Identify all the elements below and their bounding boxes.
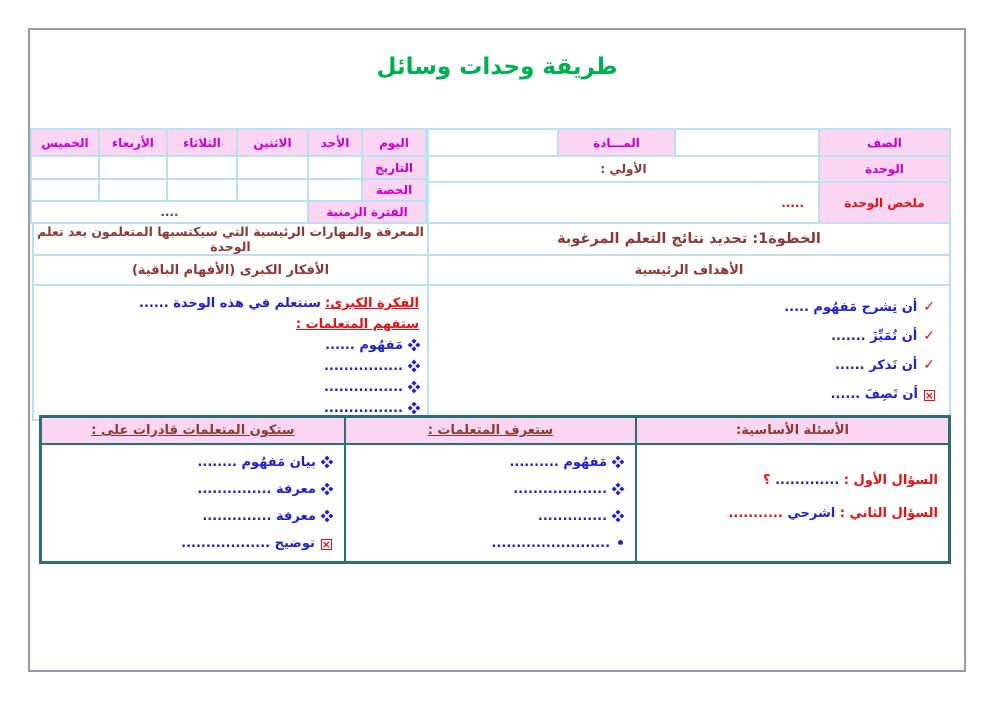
diamond-bullet-icon: [408, 402, 421, 415]
document-page: [28, 28, 966, 672]
day-thursday: الخميس: [31, 129, 99, 156]
able-text: بيان مَفهُوم ........: [197, 454, 316, 470]
date-cell: [167, 156, 237, 179]
step1-table: [32, 222, 951, 421]
objective-text: أن تَذكر ......: [834, 358, 918, 373]
date-cell: [237, 156, 308, 179]
able-text: معرفة ..............: [202, 508, 316, 524]
understand-text: ................: [323, 380, 403, 395]
know-item: [346, 507, 623, 526]
question-2-label: السؤال الثاني :: [835, 505, 938, 521]
big-idea-line: [34, 293, 419, 314]
know-text: ........................: [491, 535, 611, 551]
date-cell: [308, 156, 362, 179]
unit-label: الوحدة: [819, 156, 950, 182]
able-item: [42, 534, 332, 553]
diamond-bullet-icon: [612, 482, 625, 495]
class-value-cell: [675, 129, 819, 156]
step1-section: [34, 222, 951, 421]
big-idea-cell: [33, 285, 428, 420]
unit-value: الأولي :: [428, 156, 819, 182]
question-1-dots: .............: [775, 472, 840, 488]
understand-text: ................: [323, 401, 403, 416]
step1-title: الخطوة1: تحديد نتائج التعلم المرغوبة: [428, 223, 950, 255]
date-label: التاريخ: [362, 156, 426, 179]
objective-text: أن تَصِفَ ......: [830, 387, 918, 402]
class-label: الصف: [819, 129, 950, 156]
day-sunday: الأحد: [308, 129, 362, 156]
round-bullet-icon: [618, 540, 623, 545]
diamond-bullet-icon: [408, 339, 421, 352]
objective-text: أن تُمَيِّزَ .......: [831, 329, 918, 344]
objective-item: [429, 385, 935, 404]
know-text: مَفهُوم ..........: [509, 454, 608, 470]
period-cell: [167, 179, 237, 201]
will-know-cell: [345, 444, 636, 563]
question-1-label: السؤال الأول :: [839, 472, 938, 488]
understand-item: [34, 335, 419, 356]
date-cell: [31, 156, 99, 179]
check-icon: ✓: [923, 328, 935, 344]
objective-item: [429, 298, 935, 317]
big-ideas-header: الأفكار الكبرى (الأفهام الباقية): [33, 255, 428, 285]
question-1: [637, 471, 938, 491]
understand-text: ................: [323, 359, 403, 374]
subject-label: المـــادة: [558, 129, 675, 156]
header-tables: [34, 128, 951, 224]
day-monday: الاثنين: [237, 129, 308, 156]
objective-item: [429, 356, 935, 375]
understand-label-line: [34, 314, 419, 335]
ballot-x-icon: ×: [321, 537, 331, 551]
understand-item: [34, 377, 419, 398]
know-item: [346, 480, 623, 499]
diamond-bullet-icon: [612, 509, 625, 522]
day-label: اليوم: [362, 129, 426, 156]
period-label: الحصة: [362, 179, 426, 201]
objectives-cell: [428, 285, 950, 420]
big-idea-text: سنتعلم في هذه الوحدة ......: [139, 296, 321, 311]
will-know-header: [345, 417, 636, 444]
essential-questions-cell: [636, 444, 949, 563]
understand-text: مَفهُوم ......: [325, 338, 403, 353]
diamond-bullet-icon: [612, 455, 625, 468]
able-item: [42, 507, 332, 526]
question-1-mark: ؟: [762, 472, 776, 488]
unit-summary-label: ملخص الوحدة: [819, 182, 950, 223]
diamond-bullet-icon: [408, 381, 421, 394]
ballot-x-icon: ×: [924, 389, 934, 402]
will-be-able-header-text: ستكون المتعلمات قادرات على :: [91, 422, 295, 438]
essential-questions-header: الأسئلة الأساسية:: [636, 417, 949, 444]
know-item: [346, 453, 623, 472]
able-text: توضيح ..................: [181, 535, 315, 551]
unit-summary-value: .....: [428, 182, 819, 223]
objective-text: أن تِشرح مَفهُوم .....: [784, 300, 918, 315]
timespan-label: الفترة الزمنية: [308, 201, 426, 223]
able-item: [42, 453, 332, 472]
question-2-dots: ...........: [728, 505, 788, 521]
objective-item: [429, 327, 935, 346]
day-tuesday: الثلاثاء: [167, 129, 237, 156]
day-wednesday: الأربعاء: [99, 129, 167, 156]
question-2: [637, 504, 938, 524]
period-cell: [237, 179, 308, 201]
will-know-header-text: ستعرف المتعلمات :: [427, 422, 554, 438]
subject-value-cell: [428, 129, 558, 156]
will-be-able-cell: [41, 444, 345, 563]
weekly-schedule-table: [30, 128, 427, 224]
check-icon: ✓: [923, 357, 935, 373]
date-cell: [99, 156, 167, 179]
main-objectives-header: الأهداف الرئيسية: [428, 255, 950, 285]
able-text: معرفة ...............: [197, 481, 316, 497]
understand-label: ستفهم المتعلمات :: [295, 317, 419, 332]
understand-item: [34, 356, 419, 377]
diamond-bullet-icon: [321, 482, 334, 495]
check-icon: ✓: [923, 299, 935, 315]
knowledge-skills-header: المعرفة والمهارات الرئيسية التي سيكتسبها المتعلمون بعد تعلم الوحدة: [33, 223, 428, 255]
will-be-able-header: [41, 417, 345, 444]
period-cell: [31, 179, 99, 201]
page-title: طريقة وحدات وسائل: [376, 54, 618, 80]
questions-table: [39, 415, 951, 564]
able-item: [42, 480, 332, 499]
know-item: [346, 534, 623, 553]
diamond-bullet-icon: [321, 509, 334, 522]
diamond-bullet-icon: [408, 360, 421, 373]
diamond-bullet-icon: [321, 455, 334, 468]
big-idea-label: الفكرة الكبرى:: [325, 296, 419, 311]
timespan-value: ....: [31, 201, 308, 223]
period-cell: [308, 179, 362, 201]
questions-section: [39, 415, 951, 564]
question-2-verb: اشرحي: [787, 505, 836, 521]
know-text: ..............: [537, 508, 608, 524]
class-info-table: [427, 128, 951, 224]
period-cell: [99, 179, 167, 201]
know-text: ...................: [513, 481, 608, 497]
